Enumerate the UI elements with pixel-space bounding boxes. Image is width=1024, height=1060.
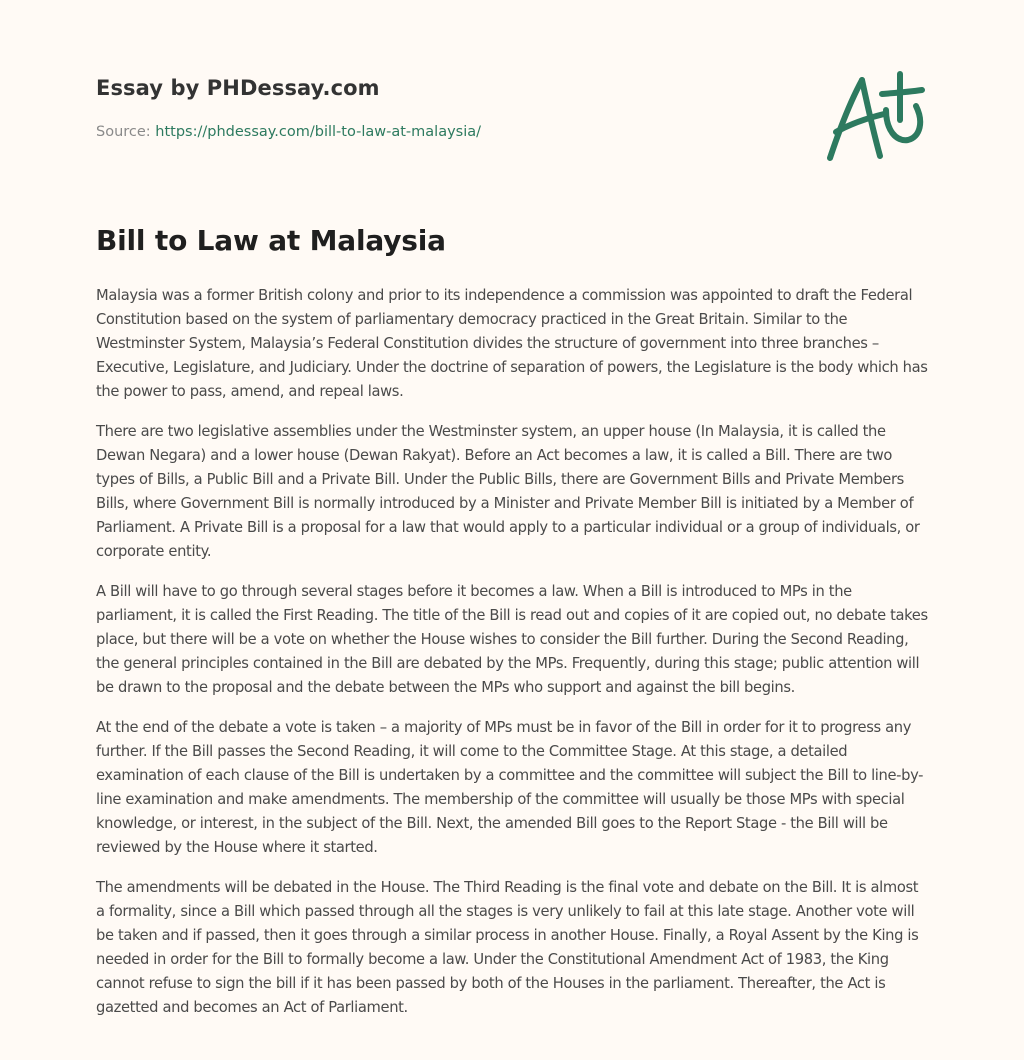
essay-paragraph-2: There are two legislative assemblies under the Westminster system, an upper house (In Malaysia, it is called the Dewan Negara) and a lower house (Dewan Rakyat). Before an Act becomes a law, it is called a Bill. There are two types of Bills, a Public Bill and a Private Bill. Under the Public Bills, there are Government Bills and Private Members Bills, where Government Bill is normally introduced by a Minister and Private Member Bill is initiated by a Member of Parliament. A Private Bill is a proposal for a law that would apply to a particular individual or a group of individuals, or corporate entity. <box>96 423 920 560</box>
source-line <box>96 124 481 140</box>
source-label: Source: <box>96 124 156 140</box>
essay-body <box>96 284 930 1036</box>
essay-paragraph-5: The amendments will be debated in the House. The Third Reading is the final vote and debate on the Bill. It is almost a formality, since a Bill which passed through all the stages is very unlikely to fail at this late stage. Another vote will be taken and if passed, then it goes through a similar process in another House. Finally, a Royal Assent by the King is needed in order for the Bill to formally become a law. Under the Constitutional Amendment Act of 1983, the King cannot refuse to sign the bill if it has been passed by both of the Houses in the parliament. Thereafter, the Act is gazetted and becomes an Act of Parliament. <box>96 879 919 1016</box>
site-title: Essay by PHDessay.com <box>96 76 380 100</box>
source-link[interactable]: https://phdessay.com/bill-to-law-at-malaysia/ <box>155 124 482 140</box>
essay-paragraph-1: Malaysia was a former British colony and prior to its independence a commission was appointed to draft the Federal Constitution based on the system of parliamentary democracy practiced in the Great Britain. Similar to the Westminster System, Malaysia’s Federal Constitution divides the structure of government into three branches – Executive, Legislature, and Judiciary. Under the doctrine of separation of powers, the Legislature is the body which has the power to pass, amend, and repeal laws. <box>96 287 928 400</box>
a-plus-logo-icon <box>822 66 928 166</box>
essay-paragraph-4: At the end of the debate a vote is taken – a majority of MPs must be in favor of the Bill in order for it to progress any further. If the Bill passes the Second Reading, it will come to the Committee Stage. At this stage, a detailed examination of each clause of the Bill is undertaken by a committee and the committee will subject the Bill to line-by-line examination and make amendments. The membership of the committee will usually be those MPs with special knowledge, or interest, in the subject of the Bill. Next, the amended Bill goes to the Report Stage - the Bill will be reviewed by the House where it started. <box>96 719 924 856</box>
essay-paragraph-3: A Bill will have to go through several stages before it becomes a law. When a Bill is introduced to MPs in the parliament, it is called the First Reading. The title of the Bill is read out and copies of it are copied out, no debate takes place, but there will be a vote on whether the House wishes to consider the Bill further. During the Second Reading, the general principles contained in the Bill are debated by the MPs. Frequently, during this stage; public attention will be drawn to the proposal and the debate between the MPs who support and against the bill begins. <box>96 583 928 696</box>
essay-title: Bill to Law at Malaysia <box>96 224 446 257</box>
